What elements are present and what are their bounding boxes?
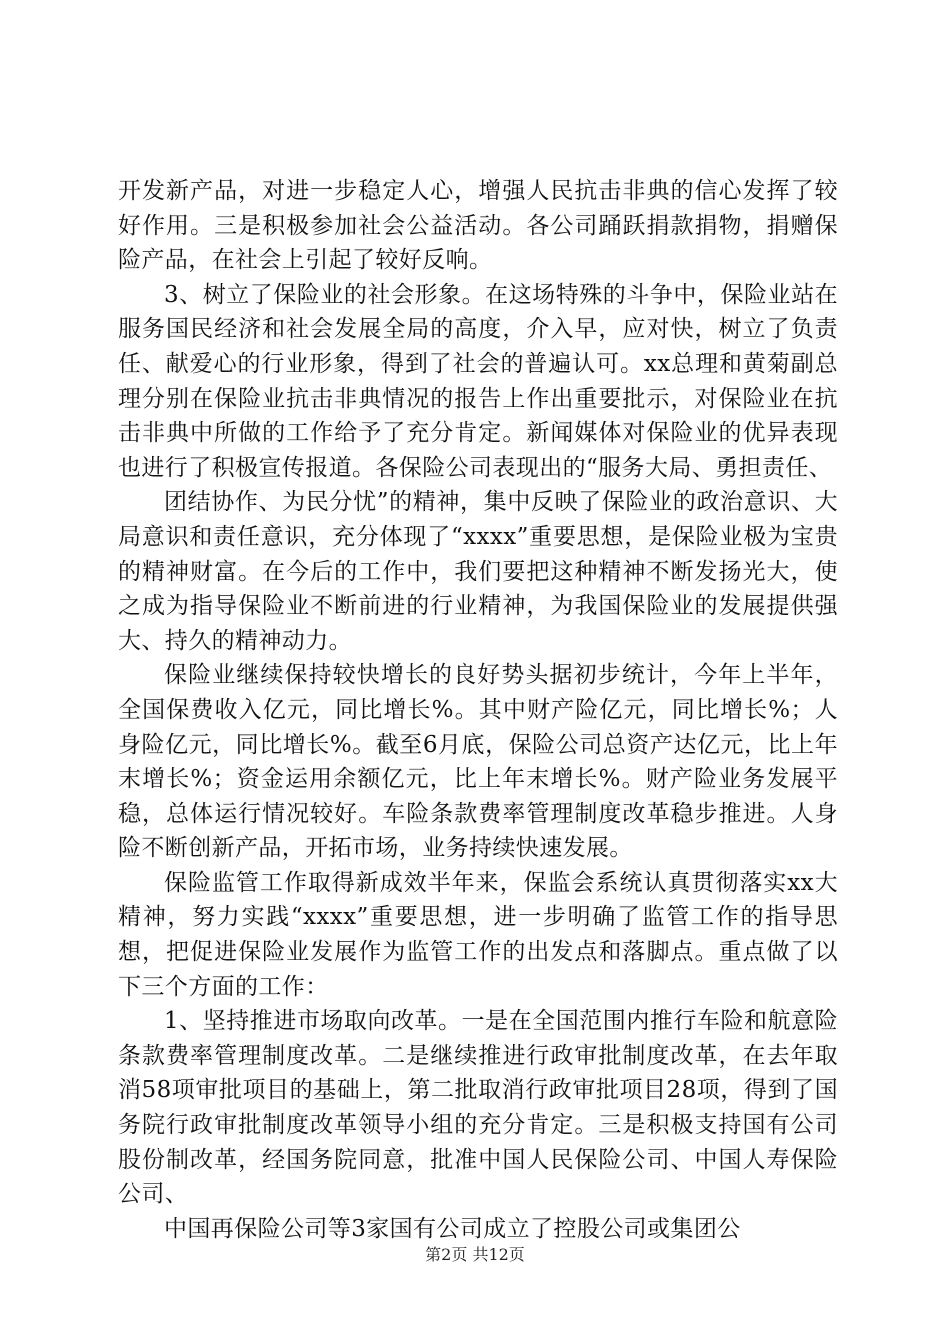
paragraph-3: 团结协作、为民分忧”的精神，集中反映了保险业的政治意识、大局意识和责任意识，充分体现了“xxxx”重要思想，是保险业极为宝贵的精神财富。在今后的工作中，我们要把这种精神不断发扬光大，使之成为指导保险业不断前进的行业精神，为我国保险业的发展提供强大、持久的精神动力。 bbox=[118, 489, 838, 654]
paragraph-2: 3、树立了保险业的社会形象。在这场特殊的斗争中，保险业站在服务国民经济和社会发展全局的高度，介入早，应对快，树立了负责任、献爱心的行业形象，得到了社会的普遍认可。xx总理和黄菊副总理分别在保险业抗击非典情况的报告上作出重要批示，对保险业在抗击非典中所做的工作给予了充分肯定。新闻媒体对保险业的优异表现也进行了积极宣传报道。各保险公司表现出的“服务大局、勇担责任、 bbox=[118, 281, 838, 481]
page-number-footer: 第2页 共12页 bbox=[425, 1245, 525, 1264]
document-body bbox=[118, 174, 838, 1246]
paragraph-7: 中国再保险公司等3家国有公司成立了控股公司或集团公 bbox=[164, 1215, 741, 1242]
paragraph-5: 保险监管工作取得新成效半年来，保监会系统认真贯彻落实xx大精神，努力实践“xxxx”重要思想，进一步明确了监管工作的指导思想，把促进保险业发展作为监管工作的出发点和落脚点。重点做了以下三个方面的工作： bbox=[118, 869, 838, 1000]
paragraph-1: 开发新产品，对进一步稳定人心，增强人民抗击非典的信心发挥了较好作用。三是积极参加社会公益活动。各公司踊跃捐款捐物，捐赠保险产品，在社会上引起了较好反响。 bbox=[118, 178, 838, 274]
paragraph-6: 1、坚持推进市场取向改革。一是在全国范围内推行车险和航意险条款费率管理制度改革。二是继续推进行政审批制度改革，在去年取消58项审批项目的基础上，第二批取消行政审批项目28项，得到了国务院行政审批制度改革领导小组的充分肯定。三是积极支持国有公司股份制改革，经国务院同意，批准中国人民保险公司、中国人寿保险公司、 bbox=[118, 1008, 838, 1208]
paragraph-4: 保险业继续保持较快增长的良好势头据初步统计，今年上半年，全国保费收入亿元，同比增长%。其中财产险亿元，同比增长%；人身险亿元，同比增长%。截至6月底，保险公司总资产达亿元，比上年末增长%；资金运用余额亿元，比上年末增长%。财产险业务发展平稳，总体运行情况较好。车险条款费率管理制度改革稳步推进。人身险不断创新产品，开拓市场，业务持续快速发展。 bbox=[118, 662, 838, 862]
